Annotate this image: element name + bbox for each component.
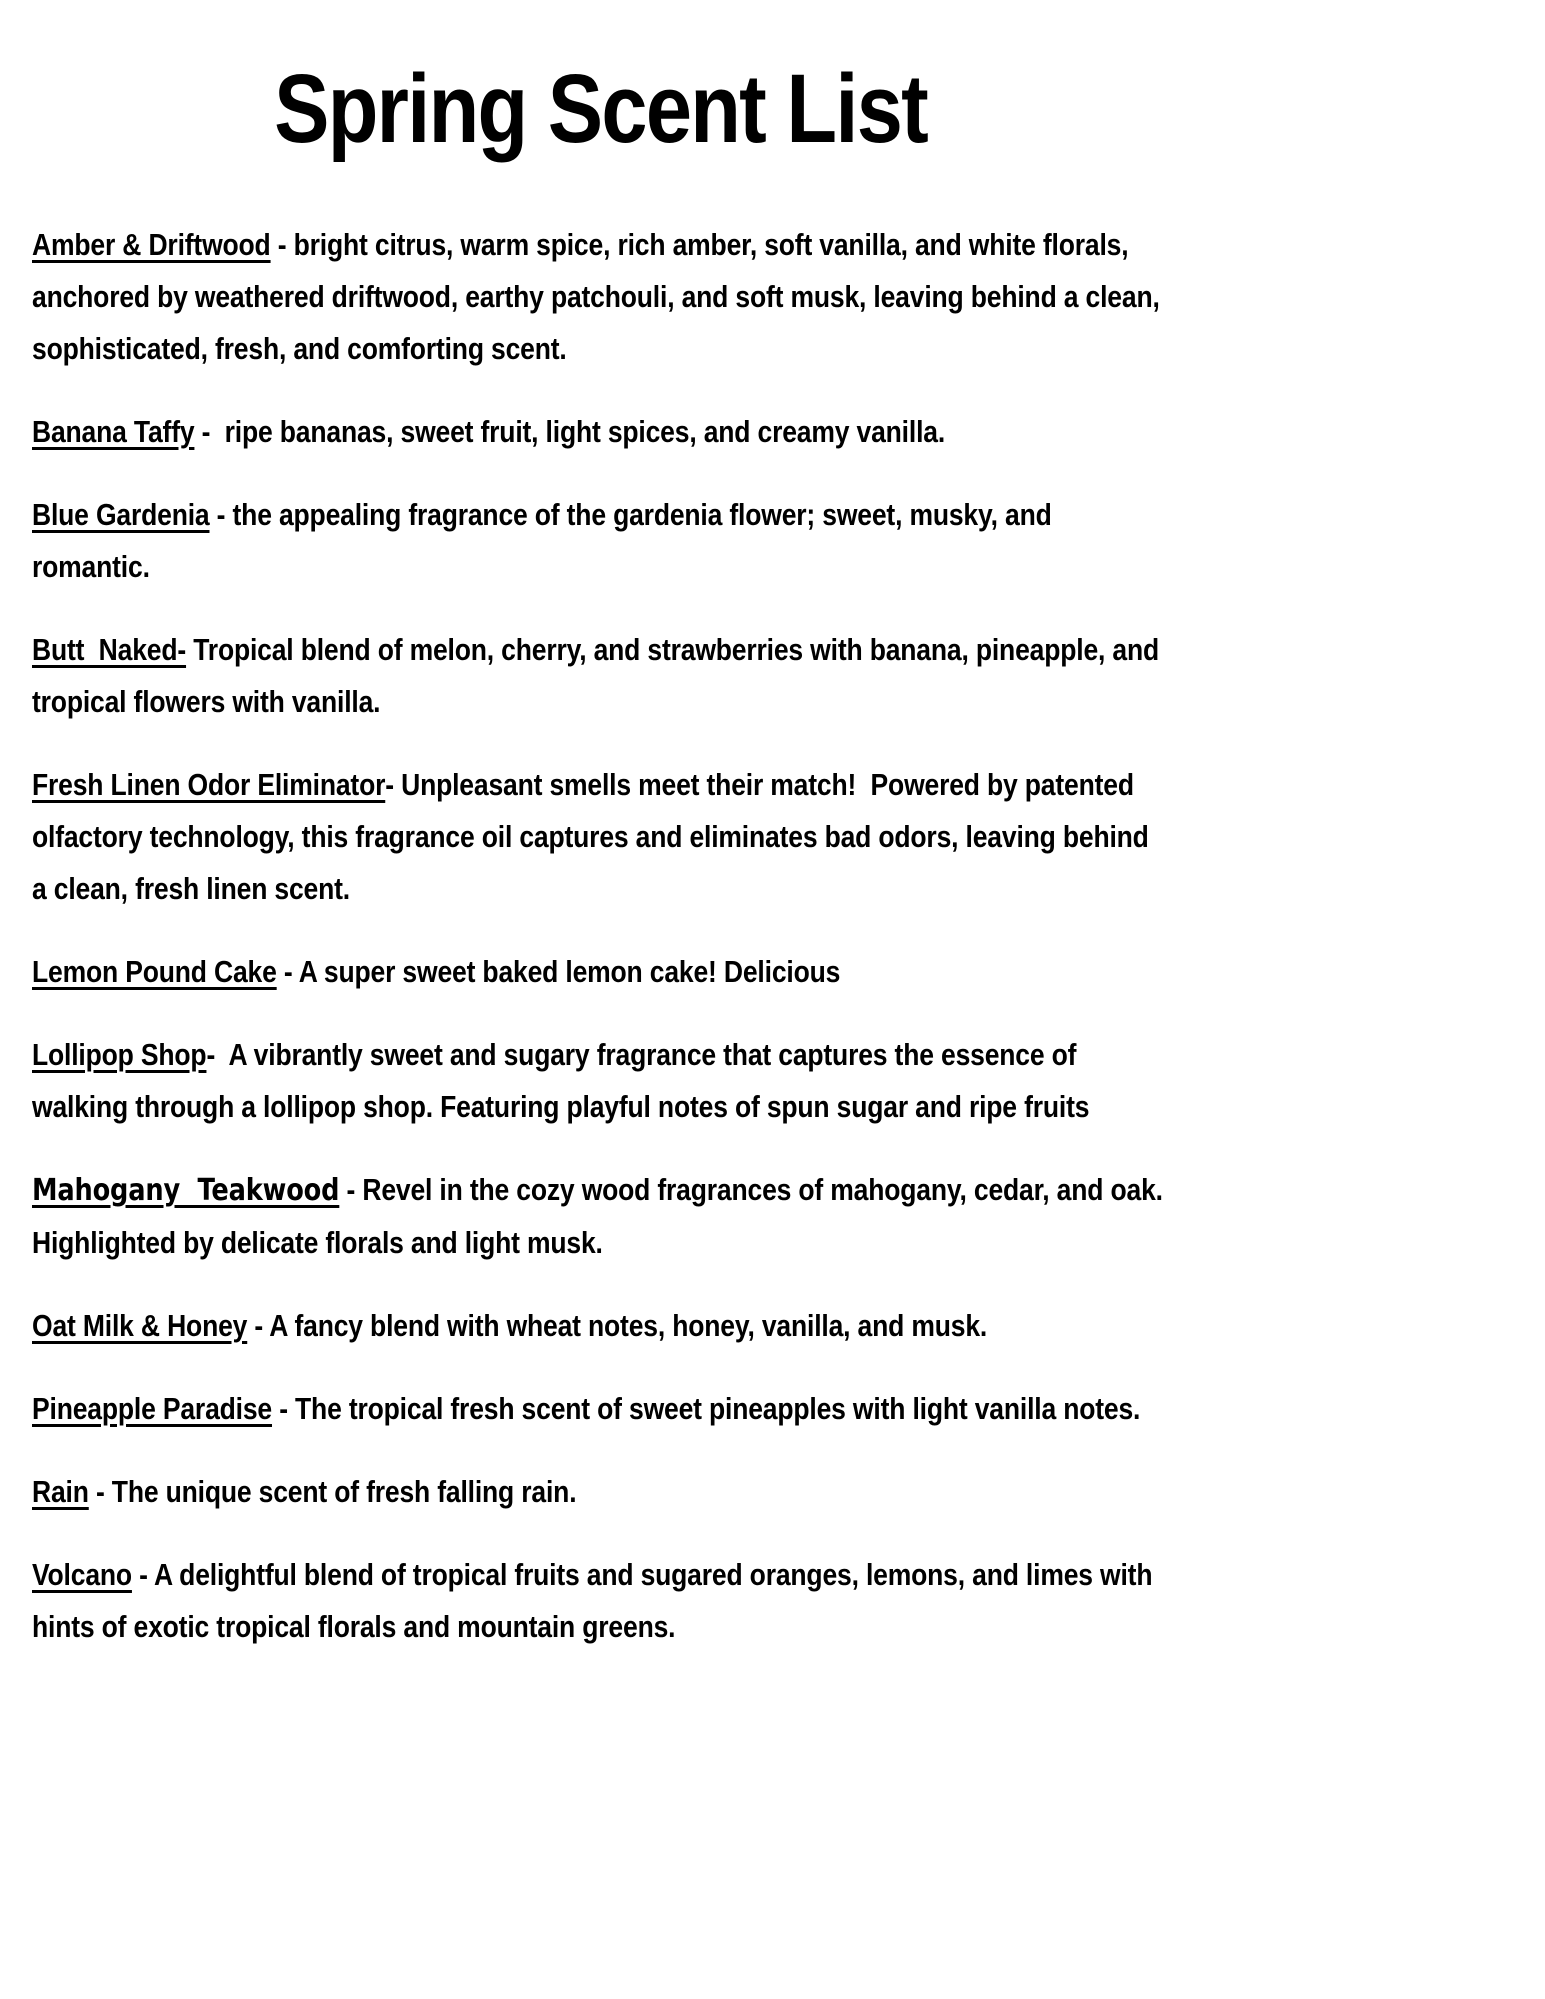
scent-item xyxy=(32,1549,1169,1653)
scent-name: Lollipop Shop xyxy=(32,1036,207,1072)
scent-description: - The tropical fresh scent of sweet pineapples with light vanilla notes. xyxy=(272,1390,1141,1426)
scent-description: - ripe bananas, sweet fruit, light spices, and creamy vanilla. xyxy=(194,413,946,449)
scent-description: Tropical blend of melon, cherry, and strawberries with banana, pineapple, and tropical flowers with vanilla. xyxy=(32,631,1167,719)
scent-name: Lemon Pound Cake xyxy=(32,953,277,989)
scent-item xyxy=(32,624,1169,728)
scent-description: - bright citrus, warm spice, rich amber, soft vanilla, and white florals, anchored by weathered driftwood, earthy patchouli, and soft musk, leaving behind a clean, sophisticated, fresh, and comforting scent. xyxy=(32,226,1167,366)
scent-item xyxy=(32,219,1169,375)
scent-name: Banana Taffy xyxy=(32,413,195,449)
scent-item xyxy=(32,489,1169,593)
scent-item xyxy=(32,1383,1169,1435)
scent-item xyxy=(32,1466,1169,1518)
scent-name: Fresh Linen Odor Eliminator xyxy=(32,766,386,802)
scent-item xyxy=(32,1164,1169,1269)
scent-description: - Unpleasant smells meet their match! Powered by patented olfactory technology, this fragrance oil captures and eliminates bad odors, leaving behind a clean, fresh linen scent. xyxy=(32,766,1156,906)
scent-description: - A delightful blend of tropical fruits and sugared oranges, lemons, and limes with hints of exotic tropical florals and mountain greens. xyxy=(32,1556,1160,1644)
scent-item xyxy=(32,406,1169,458)
scent-name: Volcano xyxy=(32,1556,132,1592)
scent-name: Butt Naked- xyxy=(32,631,187,667)
scent-name: Rain xyxy=(32,1473,89,1509)
scent-name: Oat Milk & Honey xyxy=(32,1307,248,1343)
scent-name: Blue Gardenia xyxy=(32,496,210,532)
scent-name: Amber & Driftwood xyxy=(32,226,271,262)
scent-item xyxy=(32,1300,1169,1352)
scent-item xyxy=(32,1029,1169,1133)
page-title: Spring Scent List xyxy=(274,54,928,163)
scent-description: - the appealing fragrance of the gardenia flower; sweet, musky, and romantic. xyxy=(32,496,1059,584)
scent-name: Mahogany Teakwood xyxy=(32,1172,340,1208)
scent-description: - The unique scent of fresh falling rain. xyxy=(88,1473,577,1509)
scent-name: Pineapple Paradise xyxy=(32,1390,273,1426)
scent-item xyxy=(32,946,1169,998)
document-content xyxy=(32,56,1169,1653)
scent-description: - A fancy blend with wheat notes, honey, vanilla, and musk. xyxy=(247,1307,988,1343)
scent-description: - A super sweet baked lemon cake! Delicious xyxy=(276,953,841,989)
scent-list xyxy=(32,219,1169,1653)
scent-description: - Revel in the cozy wood fragrances of mahogany, cedar, and oak. Highlighted by delicate florals and light musk. xyxy=(32,1171,1171,1260)
scent-item xyxy=(32,759,1169,915)
scent-description: - A vibrantly sweet and sugary fragrance that captures the essence of walking through a lollipop shop. Featuring playful notes of spun sugar and ripe fruits xyxy=(32,1036,1090,1124)
